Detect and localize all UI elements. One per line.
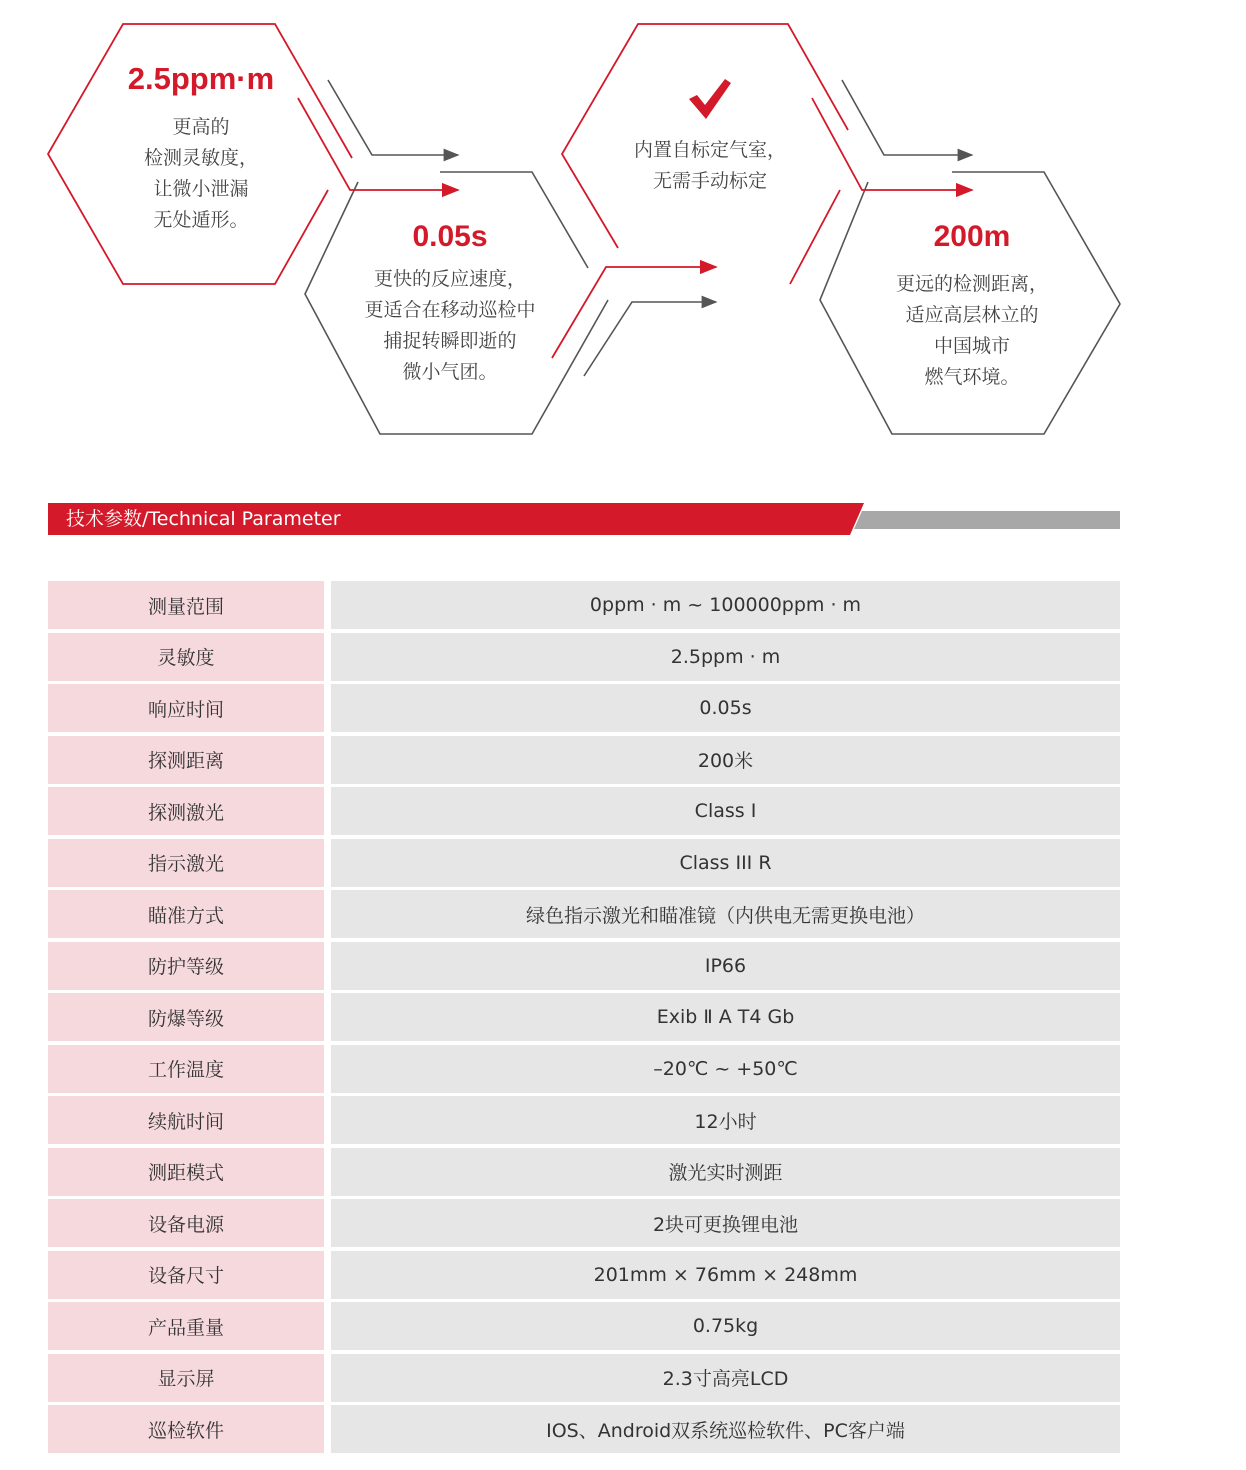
- feature-headline: 200m: [933, 220, 1011, 253]
- arrow-red-1: [298, 98, 458, 190]
- feature-description: [590, 135, 830, 197]
- param-value: 2.3寸高亮LCD: [331, 1354, 1120, 1402]
- table-row: [48, 890, 1120, 938]
- param-value: IOS、Android双系统巡检软件、PC客户端: [331, 1405, 1120, 1453]
- desc-line: 更适合在移动巡检中: [364, 299, 536, 321]
- param-label: 产品重量: [48, 1302, 324, 1350]
- param-label: 工作温度: [48, 1045, 324, 1093]
- desc-line: 无处遁形。: [153, 209, 249, 231]
- parameter-table: [48, 581, 1120, 1457]
- feature-sensitivity: [96, 58, 306, 236]
- desc-line: 更远的检测距离，: [895, 273, 1048, 295]
- param-label: 续航时间: [48, 1096, 324, 1144]
- desc-line: 内置自标定气室，: [633, 139, 786, 161]
- table-row: [48, 1096, 1120, 1144]
- table-row: [48, 736, 1120, 784]
- param-value: 激光实时测距: [331, 1148, 1120, 1196]
- desc-line: 让微小泄漏: [153, 178, 249, 200]
- feature-diagram: [0, 0, 1246, 464]
- desc-line: 更快的反应速度，: [373, 268, 526, 290]
- section-header: [48, 503, 1120, 535]
- table-row: [48, 993, 1120, 1041]
- param-value: 2.5ppm · m: [331, 633, 1120, 681]
- feature-description: [852, 269, 1092, 393]
- param-value: 0.05s: [331, 684, 1120, 732]
- param-value: 200米: [331, 736, 1120, 784]
- param-value: 绿色指示激光和瞄准镜（内供电无需更换电池）: [331, 890, 1120, 938]
- param-label: 指示激光: [48, 839, 324, 887]
- param-value: 201mm × 76mm × 248mm: [331, 1251, 1120, 1299]
- param-label: 灵敏度: [48, 633, 324, 681]
- desc-line: 捕捉转瞬即逝的: [383, 330, 517, 352]
- arrow-red-2: [552, 267, 716, 358]
- desc-line: 更高的: [172, 116, 230, 138]
- feature-detection-distance: [852, 216, 1092, 393]
- table-row: [48, 1148, 1120, 1196]
- table-row: [48, 1251, 1120, 1299]
- param-value: Exib Ⅱ A T4 Gb: [331, 993, 1120, 1041]
- param-value: 2块可更换锂电池: [331, 1199, 1120, 1247]
- param-value: Class I: [331, 787, 1120, 835]
- param-label: 瞄准方式: [48, 890, 324, 938]
- param-value: IP66: [331, 942, 1120, 990]
- param-value: Class III R: [331, 839, 1120, 887]
- table-row: [48, 942, 1120, 990]
- param-label: 设备电源: [48, 1199, 324, 1247]
- desc-line: 适应高层林立的: [905, 304, 1039, 326]
- param-value: –20℃ ~ +50℃: [331, 1045, 1120, 1093]
- feature-headline: 0.05s: [412, 220, 488, 253]
- table-row: [48, 1302, 1120, 1350]
- param-label: 防护等级: [48, 942, 324, 990]
- table-row: [48, 1354, 1120, 1402]
- arrow-gray-1: [328, 80, 458, 155]
- param-label: 测量范围: [48, 581, 324, 629]
- feature-description: [330, 264, 570, 388]
- param-label: 探测激光: [48, 787, 324, 835]
- desc-line: 无需手动标定: [652, 170, 767, 192]
- param-label: 响应时间: [48, 684, 324, 732]
- checkmark-icon: [590, 77, 830, 125]
- feature-self-calibration: [590, 77, 830, 197]
- param-value: 0.75kg: [331, 1302, 1120, 1350]
- arrow-red-3: [812, 98, 972, 190]
- desc-line: 检测灵敏度，: [143, 147, 258, 169]
- table-row: [48, 1045, 1120, 1093]
- param-label: 显示屏: [48, 1354, 324, 1402]
- arrow-gray-3: [842, 80, 972, 155]
- feature-response-speed: [330, 216, 570, 388]
- table-row: [48, 787, 1120, 835]
- table-row: [48, 633, 1120, 681]
- table-row: [48, 1405, 1120, 1453]
- table-row: [48, 839, 1120, 887]
- param-value: 12小时: [331, 1096, 1120, 1144]
- feature-headline: 2.5ppm·m: [127, 61, 275, 96]
- table-row: [48, 684, 1120, 732]
- desc-line: 中国城市: [933, 335, 1010, 357]
- table-row: [48, 581, 1120, 629]
- arrow-gray-2: [584, 302, 716, 376]
- param-label: 巡检软件: [48, 1405, 324, 1453]
- param-value: 0ppm · m ~ 100000ppm · m: [331, 581, 1120, 629]
- desc-line: 燃气环境。: [924, 366, 1020, 388]
- param-label: 测距模式: [48, 1148, 324, 1196]
- param-label: 防爆等级: [48, 993, 324, 1041]
- param-label: 探测距离: [48, 736, 324, 784]
- desc-line: 微小气团。: [402, 361, 498, 383]
- feature-description: [96, 112, 306, 236]
- param-label: 设备尺寸: [48, 1251, 324, 1299]
- section-title: 技术参数/Technical Parameter: [66, 508, 341, 530]
- table-row: [48, 1199, 1120, 1247]
